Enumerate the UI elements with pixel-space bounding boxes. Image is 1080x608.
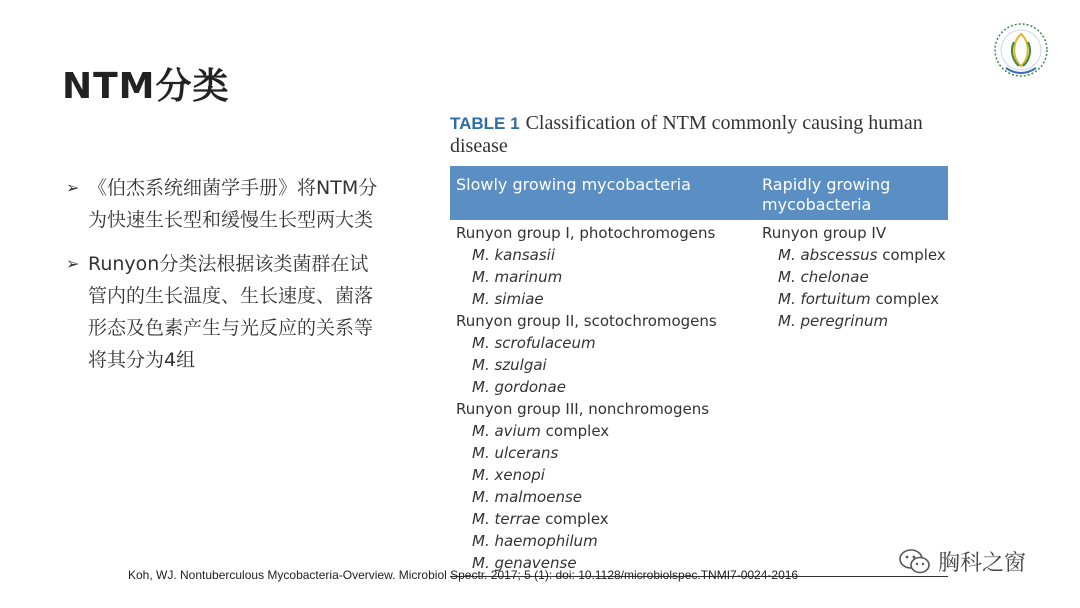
species-entry [450,488,756,510]
species-name: M. fortuitum [778,290,871,308]
species-name: M. abscessus [778,246,878,264]
runyon-group-label: Runyon group IV [762,224,887,242]
arrowhead-bullet-icon: ➢ [66,178,80,197]
watermark-text: 胸科之窗 [938,551,1027,576]
slide-title: NTM分类 [62,66,230,107]
column-header-rapid: Rapidly growing mycobacteria [762,175,891,214]
species-name: M. avium [472,422,541,440]
species-suffix: complex [870,290,940,308]
species-name: M. ulcerans [472,444,559,462]
species-entry [756,290,948,312]
hospital-logo-icon [992,20,1050,90]
runyon-group-label: Runyon group III, nonchromogens [456,400,710,418]
runyon-group-label: Runyon group II, scotochromogens [456,312,717,330]
species-entry [450,444,756,466]
table-header [450,166,948,220]
species-name: M. genavense [472,554,577,572]
bullet-item [66,172,386,236]
species-suffix: complex [540,422,610,440]
species-name: M. scrofulaceum [472,334,596,352]
species-name: M. szulgai [472,356,547,374]
species-name: M. xenopi [472,466,545,484]
table-body [450,220,948,577]
species-name: M. peregrinum [778,312,889,330]
species-entry [450,378,756,400]
species-entry [756,312,948,334]
species-suffix: complex [540,510,609,528]
bullet-text: 《伯杰系统细菌学手册》将NTM分为快速生长型和缓慢生长型两大类 [88,177,378,231]
bullet-list [66,172,386,388]
table-label: TABLE 1 [450,114,520,133]
species-name: M. terrae [472,510,541,528]
species-name: M. kansasii [472,246,556,264]
species-entry [450,246,756,268]
species-entry [756,268,948,290]
bullet-item [66,248,386,376]
runyon-group-label: Runyon group I, photochromogens [456,224,716,242]
table-caption [450,112,948,157]
species-name: M. haemophilum [472,532,598,550]
table-caption-text: Classification of NTM commonly causing human disease [450,112,923,157]
species-entry [450,532,756,554]
species-name: M. simiae [472,290,544,308]
wechat-icon [898,548,932,576]
species-entry [450,268,756,290]
species-name: M. gordonae [472,378,566,396]
watermark [898,546,1026,577]
column-slow-growing [450,224,756,576]
species-entry [756,246,948,268]
column-header-slow: Slowly growing mycobacteria [456,175,691,194]
species-entry [450,334,756,356]
species-entry [450,356,756,378]
species-entry [450,510,756,532]
species-name: M. malmoense [472,488,583,506]
species-name: M. chelonae [778,268,869,286]
citation: Koh, WJ. Nontuberculous Mycobacteria-Overview. Microbiol Spectr. 2017; 5 (1): doi: 10.1128/microbiolspec.TNMI7-0024-2016 [128,568,799,582]
bullet-text: Runyon分类法根据该类菌群在试管内的生长温度、生长速度、菌落形态及色素产生与光反应的关系等将其分为4组 [88,253,374,371]
arrowhead-bullet-icon: ➢ [66,254,80,273]
species-entry [450,466,756,488]
species-entry [450,290,756,312]
species-name: M. marinum [472,268,563,286]
species-suffix: complex [877,246,946,264]
species-entry [450,422,756,444]
column-rapid-growing [756,224,948,576]
classification-table [450,112,948,577]
